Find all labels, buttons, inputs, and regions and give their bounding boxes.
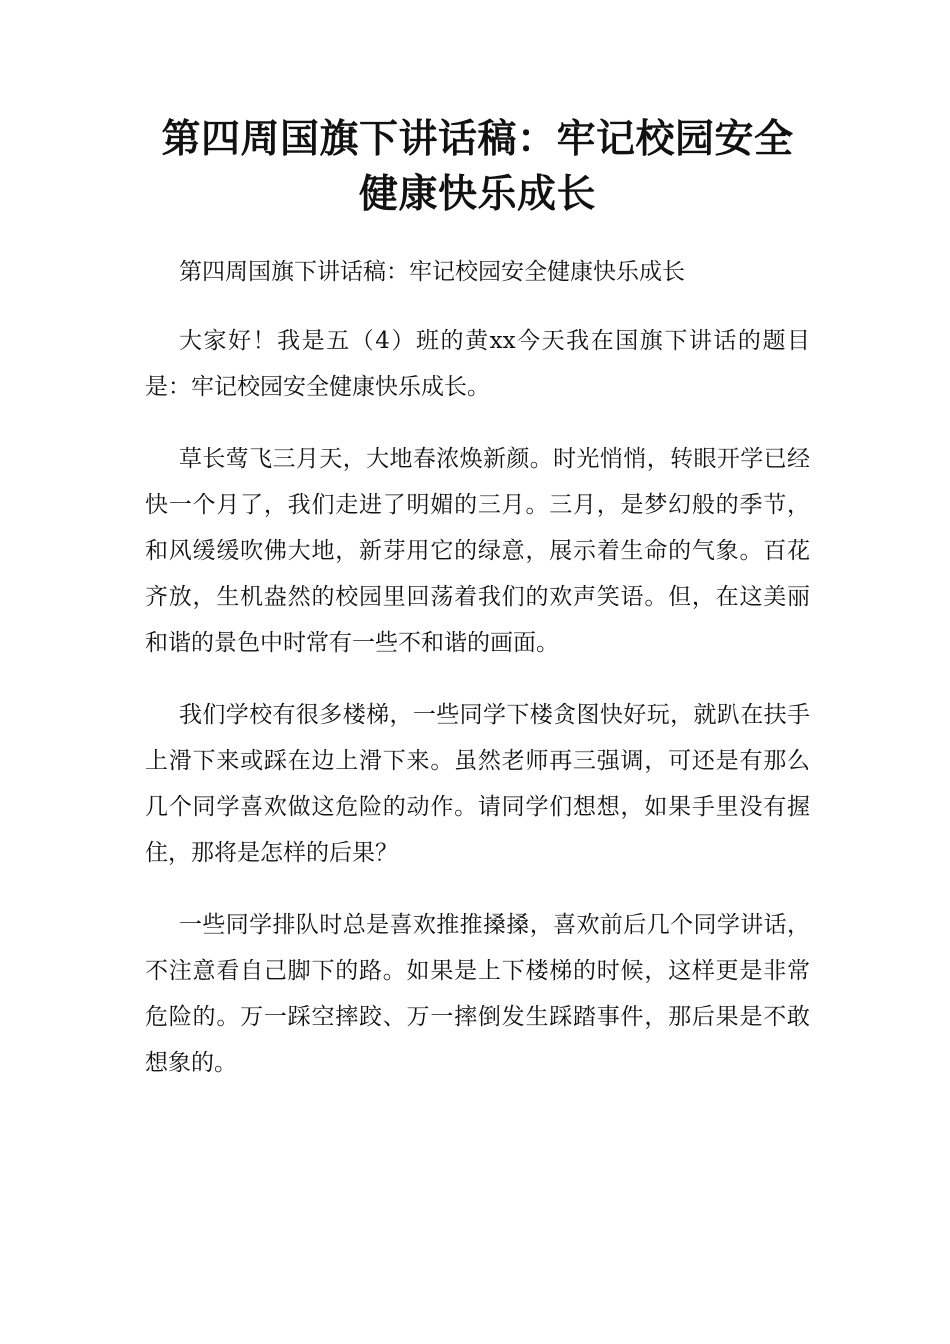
- document-subtitle: 第四周国旗下讲话稿：牢记校园安全健康快乐成长: [179, 259, 685, 285]
- document-title: 第四周国旗下讲话稿：牢记校园安全健康快乐成长: [161, 116, 794, 217]
- paragraph-queue: 一些同学排队时总是喜欢推推搡搡，喜欢前后几个同学讲话，不注意看自己脚下的路。如果是上下楼梯的时候，这样更是非常危险的。万一踩空摔跤、万一摔倒发生踩踏事件，那后果是不敢想象的。: [145, 912, 810, 1076]
- paragraph-spring: 草长莺飞三月天，大地春浓焕新颜。时光悄悄，转眼开学已经快一个月了，我们走进了明媚的三月。三月，是梦幻般的季节，和风缓缓吹佛大地，新芽用它的绿意，展示着生命的气象。百花齐放，生机盎然的校园里回荡着我们的欢声笑语。但，在这美丽和谐的景色中时常有一些不和谐的画面。: [145, 446, 810, 656]
- paragraph-stairs: 我们学校有很多楼梯，一些同学下楼贪图快好玩，就趴在扶手上滑下来或踩在边上滑下来。虽然老师再三强调，可还是有那么几个同学喜欢做这危险的动作。请同学们想想，如果手里没有握住，那将是怎样的后果？: [145, 702, 810, 866]
- paragraph-greeting: 大家好！我是五（4）班的黄xx今天我在国旗下讲话的题目是：牢记校园安全健康快乐成长。: [145, 328, 810, 400]
